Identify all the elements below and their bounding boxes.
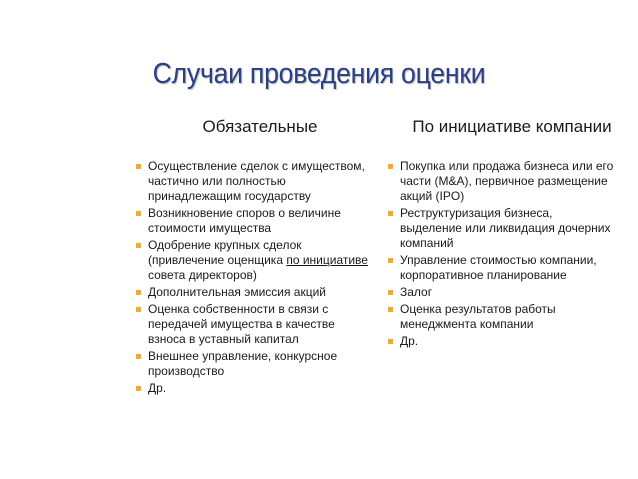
- bullet-square-icon: [136, 243, 141, 248]
- list-item: [136, 238, 374, 283]
- bullet-square-icon: [136, 386, 141, 391]
- list-item: [136, 349, 374, 379]
- bullet-square-icon: [136, 290, 141, 295]
- list-item: [388, 206, 614, 251]
- bullet-square-icon: [388, 164, 393, 169]
- list-item-text: Реструктуризация бизнеса, выделение или ликвидация дочерних компаний: [400, 206, 611, 250]
- mandatory-list: [136, 159, 374, 398]
- list-item-text: Управление стоимостью компании, корпоративное планирование: [400, 253, 597, 282]
- list-item-text: Возникновение споров о величине стоимости имущества: [148, 206, 341, 235]
- list-item-text: Залог: [400, 285, 433, 299]
- list-item: [388, 159, 614, 204]
- list-item-text: Покупка или продажа бизнеса или его части (M&A), первичное размещение акций (IPO): [400, 159, 614, 203]
- company-initiative-list: [388, 159, 614, 351]
- list-item-text: Дополнительная эмиссия акций: [148, 285, 327, 299]
- list-item: [136, 285, 374, 300]
- list-item-text: Внешнее управление, конкурсное производство: [148, 349, 338, 378]
- list-item-text-start: Одобрение крупных сделок (привлечение оценщика: [148, 238, 302, 267]
- list-item-text: Оценка результатов работы менеджмента компании: [400, 302, 556, 331]
- column-heading-company-initiative: По инициативе компании: [412, 117, 612, 136]
- list-item: [388, 334, 614, 349]
- list-item-text: Др.: [400, 334, 419, 348]
- list-item: [388, 253, 614, 283]
- bullet-square-icon: [388, 339, 393, 344]
- bullet-square-icon: [388, 290, 393, 295]
- list-item: [136, 159, 374, 204]
- list-item-text: Др.: [148, 381, 167, 395]
- bullet-square-icon: [136, 354, 141, 359]
- bullet-square-icon: [136, 164, 141, 169]
- list-item-text-end: совета директоров): [148, 268, 257, 282]
- list-item-text: Осуществление сделок с имуществом, частично или полностью принадлежащим государству: [148, 159, 365, 203]
- list-item: [136, 206, 374, 236]
- slide-title: Случаи проведения оценки: [152, 58, 486, 90]
- list-item: [388, 285, 614, 300]
- column-heading-mandatory: Обязательные: [202, 117, 318, 136]
- bullet-square-icon: [388, 211, 393, 216]
- bullet-square-icon: [388, 258, 393, 263]
- bullet-square-icon: [388, 307, 393, 312]
- bullet-square-icon: [136, 211, 141, 216]
- list-item-text: Оценка собственности в связи с передачей имущества в качестве взноса в уставный капитал: [148, 302, 335, 346]
- list-item: [388, 302, 614, 332]
- bullet-square-icon: [136, 307, 141, 312]
- list-item: [136, 381, 374, 396]
- list-item-text-underlined: по инициативе: [286, 253, 368, 267]
- list-item: [136, 302, 374, 347]
